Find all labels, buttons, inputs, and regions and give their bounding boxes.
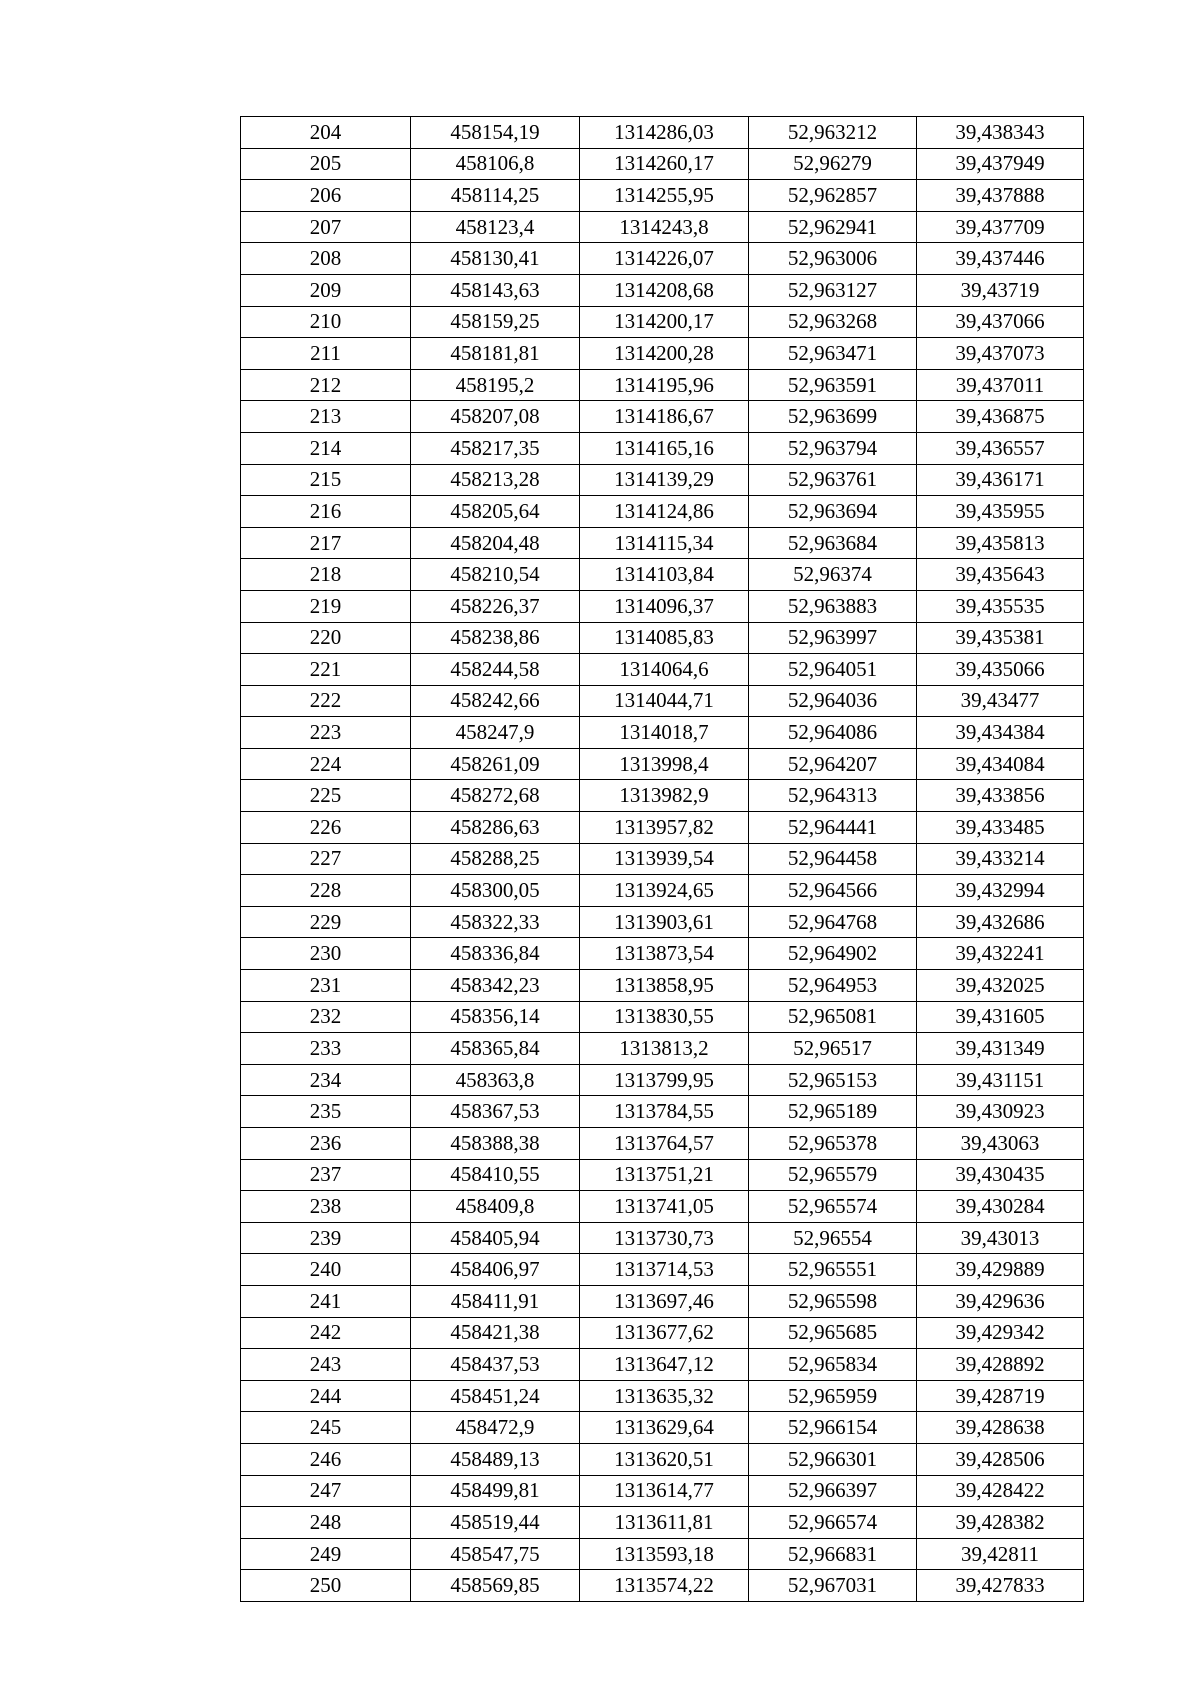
- table-row: [241, 496, 1084, 528]
- x-coordinate-cell: 458356,14: [411, 1001, 580, 1033]
- x-coordinate-cell: 458261,09: [411, 748, 580, 780]
- point-number-cell: 236: [241, 1128, 411, 1160]
- x-coordinate-cell: 458406,97: [411, 1254, 580, 1286]
- latitude-cell: 52,963268: [749, 306, 917, 338]
- latitude-cell: 52,965685: [749, 1317, 917, 1349]
- x-coordinate-cell: 458207,08: [411, 401, 580, 433]
- longitude-cell: 39,428892: [917, 1349, 1084, 1381]
- table-row: [241, 1222, 1084, 1254]
- point-number-cell: 214: [241, 432, 411, 464]
- table-row: [241, 527, 1084, 559]
- point-number-cell: 243: [241, 1349, 411, 1381]
- longitude-cell: 39,435955: [917, 496, 1084, 528]
- x-coordinate-cell: 458367,53: [411, 1096, 580, 1128]
- point-number-cell: 208: [241, 243, 411, 275]
- point-number-cell: 222: [241, 685, 411, 717]
- y-coordinate-cell: 1314200,28: [580, 338, 749, 370]
- x-coordinate-cell: 458421,38: [411, 1317, 580, 1349]
- longitude-cell: 39,427833: [917, 1570, 1084, 1602]
- y-coordinate-cell: 1313813,2: [580, 1033, 749, 1065]
- point-number-cell: 248: [241, 1507, 411, 1539]
- table-row: [241, 843, 1084, 875]
- y-coordinate-cell: 1314286,03: [580, 117, 749, 149]
- y-coordinate-cell: 1314226,07: [580, 243, 749, 275]
- point-number-cell: 231: [241, 970, 411, 1002]
- x-coordinate-cell: 458342,23: [411, 970, 580, 1002]
- y-coordinate-cell: 1314085,83: [580, 622, 749, 654]
- longitude-cell: 39,428719: [917, 1380, 1084, 1412]
- longitude-cell: 39,431605: [917, 1001, 1084, 1033]
- table-row: [241, 306, 1084, 338]
- point-number-cell: 219: [241, 590, 411, 622]
- latitude-cell: 52,964566: [749, 875, 917, 907]
- longitude-cell: 39,430923: [917, 1096, 1084, 1128]
- x-coordinate-cell: 458409,8: [411, 1191, 580, 1223]
- latitude-cell: 52,965598: [749, 1285, 917, 1317]
- y-coordinate-cell: 1313635,32: [580, 1380, 749, 1412]
- y-coordinate-cell: 1313629,64: [580, 1412, 749, 1444]
- y-coordinate-cell: 1313903,61: [580, 906, 749, 938]
- point-number-cell: 227: [241, 843, 411, 875]
- y-coordinate-cell: 1313714,53: [580, 1254, 749, 1286]
- point-number-cell: 226: [241, 812, 411, 844]
- y-coordinate-cell: 1314044,71: [580, 685, 749, 717]
- latitude-cell: 52,964086: [749, 717, 917, 749]
- latitude-cell: 52,963006: [749, 243, 917, 275]
- y-coordinate-cell: 1313611,81: [580, 1507, 749, 1539]
- table-row: [241, 1159, 1084, 1191]
- y-coordinate-cell: 1313593,18: [580, 1538, 749, 1570]
- x-coordinate-cell: 458286,63: [411, 812, 580, 844]
- table-row: [241, 1443, 1084, 1475]
- latitude-cell: 52,962941: [749, 211, 917, 243]
- point-number-cell: 230: [241, 938, 411, 970]
- latitude-cell: 52,963694: [749, 496, 917, 528]
- table-row: [241, 148, 1084, 180]
- x-coordinate-cell: 458114,25: [411, 180, 580, 212]
- table-row: [241, 369, 1084, 401]
- point-number-cell: 209: [241, 274, 411, 306]
- longitude-cell: 39,428506: [917, 1443, 1084, 1475]
- x-coordinate-cell: 458242,66: [411, 685, 580, 717]
- x-coordinate-cell: 458130,41: [411, 243, 580, 275]
- latitude-cell: 52,967031: [749, 1570, 917, 1602]
- table-row: [241, 654, 1084, 686]
- table-row: [241, 117, 1084, 149]
- y-coordinate-cell: 1313924,65: [580, 875, 749, 907]
- latitude-cell: 52,966574: [749, 1507, 917, 1539]
- table-row: [241, 243, 1084, 275]
- longitude-cell: 39,43477: [917, 685, 1084, 717]
- y-coordinate-cell: 1313998,4: [580, 748, 749, 780]
- y-coordinate-cell: 1313830,55: [580, 1001, 749, 1033]
- latitude-cell: 52,964036: [749, 685, 917, 717]
- point-number-cell: 234: [241, 1064, 411, 1096]
- point-number-cell: 223: [241, 717, 411, 749]
- table-row: [241, 748, 1084, 780]
- table-row: [241, 1380, 1084, 1412]
- table-row: [241, 906, 1084, 938]
- y-coordinate-cell: 1314208,68: [580, 274, 749, 306]
- table-row: [241, 875, 1084, 907]
- latitude-cell: 52,965579: [749, 1159, 917, 1191]
- latitude-cell: 52,965189: [749, 1096, 917, 1128]
- longitude-cell: 39,435066: [917, 654, 1084, 686]
- latitude-cell: 52,966397: [749, 1475, 917, 1507]
- x-coordinate-cell: 458410,55: [411, 1159, 580, 1191]
- x-coordinate-cell: 458204,48: [411, 527, 580, 559]
- x-coordinate-cell: 458547,75: [411, 1538, 580, 1570]
- point-number-cell: 218: [241, 559, 411, 591]
- table-row: [241, 338, 1084, 370]
- table-row: [241, 1001, 1084, 1033]
- latitude-cell: 52,965153: [749, 1064, 917, 1096]
- x-coordinate-cell: 458489,13: [411, 1443, 580, 1475]
- longitude-cell: 39,433485: [917, 812, 1084, 844]
- longitude-cell: 39,437888: [917, 180, 1084, 212]
- x-coordinate-cell: 458123,4: [411, 211, 580, 243]
- x-coordinate-cell: 458244,58: [411, 654, 580, 686]
- longitude-cell: 39,428422: [917, 1475, 1084, 1507]
- longitude-cell: 39,435381: [917, 622, 1084, 654]
- x-coordinate-cell: 458159,25: [411, 306, 580, 338]
- table-row: [241, 970, 1084, 1002]
- point-number-cell: 229: [241, 906, 411, 938]
- point-number-cell: 249: [241, 1538, 411, 1570]
- table-row: [241, 1507, 1084, 1539]
- longitude-cell: 39,43719: [917, 274, 1084, 306]
- point-number-cell: 235: [241, 1096, 411, 1128]
- x-coordinate-cell: 458363,8: [411, 1064, 580, 1096]
- longitude-cell: 39,436171: [917, 464, 1084, 496]
- longitude-cell: 39,434384: [917, 717, 1084, 749]
- longitude-cell: 39,435535: [917, 590, 1084, 622]
- latitude-cell: 52,963591: [749, 369, 917, 401]
- table-row: [241, 464, 1084, 496]
- longitude-cell: 39,432025: [917, 970, 1084, 1002]
- x-coordinate-cell: 458472,9: [411, 1412, 580, 1444]
- latitude-cell: 52,964441: [749, 812, 917, 844]
- table-row: [241, 1033, 1084, 1065]
- latitude-cell: 52,963699: [749, 401, 917, 433]
- longitude-cell: 39,429342: [917, 1317, 1084, 1349]
- latitude-cell: 52,96554: [749, 1222, 917, 1254]
- latitude-cell: 52,966301: [749, 1443, 917, 1475]
- x-coordinate-cell: 458569,85: [411, 1570, 580, 1602]
- longitude-cell: 39,437011: [917, 369, 1084, 401]
- longitude-cell: 39,433856: [917, 780, 1084, 812]
- point-number-cell: 220: [241, 622, 411, 654]
- table-row: [241, 717, 1084, 749]
- latitude-cell: 52,964051: [749, 654, 917, 686]
- longitude-cell: 39,434084: [917, 748, 1084, 780]
- point-number-cell: 216: [241, 496, 411, 528]
- table-row: [241, 1191, 1084, 1223]
- longitude-cell: 39,437066: [917, 306, 1084, 338]
- table-row: [241, 559, 1084, 591]
- y-coordinate-cell: 1313982,9: [580, 780, 749, 812]
- longitude-cell: 39,436875: [917, 401, 1084, 433]
- y-coordinate-cell: 1313614,77: [580, 1475, 749, 1507]
- latitude-cell: 52,964207: [749, 748, 917, 780]
- table-row: [241, 1064, 1084, 1096]
- x-coordinate-cell: 458210,54: [411, 559, 580, 591]
- table-row: [241, 622, 1084, 654]
- latitude-cell: 52,963212: [749, 117, 917, 149]
- x-coordinate-cell: 458143,63: [411, 274, 580, 306]
- y-coordinate-cell: 1313677,62: [580, 1317, 749, 1349]
- y-coordinate-cell: 1313741,05: [580, 1191, 749, 1223]
- latitude-cell: 52,96374: [749, 559, 917, 591]
- latitude-cell: 52,966154: [749, 1412, 917, 1444]
- latitude-cell: 52,964458: [749, 843, 917, 875]
- point-number-cell: 242: [241, 1317, 411, 1349]
- latitude-cell: 52,965081: [749, 1001, 917, 1033]
- table-row: [241, 1475, 1084, 1507]
- latitude-cell: 52,962857: [749, 180, 917, 212]
- x-coordinate-cell: 458213,28: [411, 464, 580, 496]
- x-coordinate-cell: 458154,19: [411, 117, 580, 149]
- x-coordinate-cell: 458195,2: [411, 369, 580, 401]
- point-number-cell: 250: [241, 1570, 411, 1602]
- latitude-cell: 52,965551: [749, 1254, 917, 1286]
- longitude-cell: 39,428638: [917, 1412, 1084, 1444]
- point-number-cell: 205: [241, 148, 411, 180]
- y-coordinate-cell: 1313957,82: [580, 812, 749, 844]
- x-coordinate-cell: 458226,37: [411, 590, 580, 622]
- latitude-cell: 52,964902: [749, 938, 917, 970]
- x-coordinate-cell: 458388,38: [411, 1128, 580, 1160]
- y-coordinate-cell: 1314243,8: [580, 211, 749, 243]
- latitude-cell: 52,964313: [749, 780, 917, 812]
- x-coordinate-cell: 458205,64: [411, 496, 580, 528]
- y-coordinate-cell: 1314260,17: [580, 148, 749, 180]
- x-coordinate-cell: 458300,05: [411, 875, 580, 907]
- longitude-cell: 39,431349: [917, 1033, 1084, 1065]
- y-coordinate-cell: 1313799,95: [580, 1064, 749, 1096]
- point-number-cell: 246: [241, 1443, 411, 1475]
- latitude-cell: 52,963761: [749, 464, 917, 496]
- table-row: [241, 1285, 1084, 1317]
- y-coordinate-cell: 1314103,84: [580, 559, 749, 591]
- y-coordinate-cell: 1314195,96: [580, 369, 749, 401]
- y-coordinate-cell: 1313647,12: [580, 1349, 749, 1381]
- point-number-cell: 225: [241, 780, 411, 812]
- longitude-cell: 39,431151: [917, 1064, 1084, 1096]
- longitude-cell: 39,42811: [917, 1538, 1084, 1570]
- longitude-cell: 39,43013: [917, 1222, 1084, 1254]
- longitude-cell: 39,428382: [917, 1507, 1084, 1539]
- table-row: [241, 812, 1084, 844]
- point-number-cell: 244: [241, 1380, 411, 1412]
- x-coordinate-cell: 458247,9: [411, 717, 580, 749]
- x-coordinate-cell: 458272,68: [411, 780, 580, 812]
- point-number-cell: 239: [241, 1222, 411, 1254]
- x-coordinate-cell: 458217,35: [411, 432, 580, 464]
- latitude-cell: 52,96279: [749, 148, 917, 180]
- table-row: [241, 274, 1084, 306]
- longitude-cell: 39,437073: [917, 338, 1084, 370]
- longitude-cell: 39,435813: [917, 527, 1084, 559]
- x-coordinate-cell: 458411,91: [411, 1285, 580, 1317]
- table-row: [241, 401, 1084, 433]
- point-number-cell: 210: [241, 306, 411, 338]
- y-coordinate-cell: 1314064,6: [580, 654, 749, 686]
- table-row: [241, 1096, 1084, 1128]
- longitude-cell: 39,432994: [917, 875, 1084, 907]
- point-number-cell: 207: [241, 211, 411, 243]
- point-number-cell: 204: [241, 117, 411, 149]
- point-number-cell: 247: [241, 1475, 411, 1507]
- table-row: [241, 780, 1084, 812]
- y-coordinate-cell: 1313873,54: [580, 938, 749, 970]
- x-coordinate-cell: 458499,81: [411, 1475, 580, 1507]
- point-number-cell: 215: [241, 464, 411, 496]
- x-coordinate-cell: 458451,24: [411, 1380, 580, 1412]
- y-coordinate-cell: 1314165,16: [580, 432, 749, 464]
- point-number-cell: 232: [241, 1001, 411, 1033]
- latitude-cell: 52,963883: [749, 590, 917, 622]
- y-coordinate-cell: 1314255,95: [580, 180, 749, 212]
- y-coordinate-cell: 1313764,57: [580, 1128, 749, 1160]
- point-number-cell: 233: [241, 1033, 411, 1065]
- point-number-cell: 240: [241, 1254, 411, 1286]
- longitude-cell: 39,43063: [917, 1128, 1084, 1160]
- latitude-cell: 52,964953: [749, 970, 917, 1002]
- y-coordinate-cell: 1314139,29: [580, 464, 749, 496]
- point-number-cell: 213: [241, 401, 411, 433]
- x-coordinate-cell: 458519,44: [411, 1507, 580, 1539]
- table-row: [241, 211, 1084, 243]
- table-row: [241, 1254, 1084, 1286]
- latitude-cell: 52,963794: [749, 432, 917, 464]
- table-row: [241, 1412, 1084, 1444]
- x-coordinate-cell: 458322,33: [411, 906, 580, 938]
- longitude-cell: 39,432686: [917, 906, 1084, 938]
- longitude-cell: 39,430284: [917, 1191, 1084, 1223]
- y-coordinate-cell: 1313751,21: [580, 1159, 749, 1191]
- y-coordinate-cell: 1313939,54: [580, 843, 749, 875]
- x-coordinate-cell: 458238,86: [411, 622, 580, 654]
- x-coordinate-cell: 458106,8: [411, 148, 580, 180]
- longitude-cell: 39,437709: [917, 211, 1084, 243]
- y-coordinate-cell: 1313858,95: [580, 970, 749, 1002]
- y-coordinate-cell: 1314018,7: [580, 717, 749, 749]
- table-row: [241, 432, 1084, 464]
- point-number-cell: 237: [241, 1159, 411, 1191]
- point-number-cell: 238: [241, 1191, 411, 1223]
- longitude-cell: 39,435643: [917, 559, 1084, 591]
- latitude-cell: 52,963127: [749, 274, 917, 306]
- y-coordinate-cell: 1313697,46: [580, 1285, 749, 1317]
- latitude-cell: 52,965834: [749, 1349, 917, 1381]
- x-coordinate-cell: 458405,94: [411, 1222, 580, 1254]
- longitude-cell: 39,429889: [917, 1254, 1084, 1286]
- table-row: [241, 590, 1084, 622]
- point-number-cell: 211: [241, 338, 411, 370]
- y-coordinate-cell: 1314124,86: [580, 496, 749, 528]
- table-row: [241, 1128, 1084, 1160]
- latitude-cell: 52,963471: [749, 338, 917, 370]
- y-coordinate-cell: 1313620,51: [580, 1443, 749, 1475]
- table-row: [241, 938, 1084, 970]
- longitude-cell: 39,436557: [917, 432, 1084, 464]
- y-coordinate-cell: 1314186,67: [580, 401, 749, 433]
- latitude-cell: 52,963684: [749, 527, 917, 559]
- point-number-cell: 228: [241, 875, 411, 907]
- x-coordinate-cell: 458365,84: [411, 1033, 580, 1065]
- latitude-cell: 52,965574: [749, 1191, 917, 1223]
- table-row: [241, 1317, 1084, 1349]
- table-row: [241, 1538, 1084, 1570]
- point-number-cell: 217: [241, 527, 411, 559]
- table-row: [241, 180, 1084, 212]
- point-number-cell: 241: [241, 1285, 411, 1317]
- y-coordinate-cell: 1313730,73: [580, 1222, 749, 1254]
- point-number-cell: 206: [241, 180, 411, 212]
- table-row: [241, 1349, 1084, 1381]
- longitude-cell: 39,437446: [917, 243, 1084, 275]
- point-number-cell: 221: [241, 654, 411, 686]
- y-coordinate-cell: 1313784,55: [580, 1096, 749, 1128]
- table-row: [241, 685, 1084, 717]
- x-coordinate-cell: 458288,25: [411, 843, 580, 875]
- coordinates-table: [240, 116, 1084, 1602]
- coordinates-table-body: [241, 117, 1084, 1602]
- latitude-cell: 52,966831: [749, 1538, 917, 1570]
- longitude-cell: 39,432241: [917, 938, 1084, 970]
- longitude-cell: 39,437949: [917, 148, 1084, 180]
- x-coordinate-cell: 458437,53: [411, 1349, 580, 1381]
- point-number-cell: 245: [241, 1412, 411, 1444]
- point-number-cell: 224: [241, 748, 411, 780]
- y-coordinate-cell: 1314115,34: [580, 527, 749, 559]
- longitude-cell: 39,438343: [917, 117, 1084, 149]
- y-coordinate-cell: 1314200,17: [580, 306, 749, 338]
- latitude-cell: 52,965378: [749, 1128, 917, 1160]
- point-number-cell: 212: [241, 369, 411, 401]
- latitude-cell: 52,964768: [749, 906, 917, 938]
- latitude-cell: 52,965959: [749, 1380, 917, 1412]
- y-coordinate-cell: 1314096,37: [580, 590, 749, 622]
- y-coordinate-cell: 1313574,22: [580, 1570, 749, 1602]
- longitude-cell: 39,429636: [917, 1285, 1084, 1317]
- longitude-cell: 39,430435: [917, 1159, 1084, 1191]
- table-row: [241, 1570, 1084, 1602]
- x-coordinate-cell: 458336,84: [411, 938, 580, 970]
- x-coordinate-cell: 458181,81: [411, 338, 580, 370]
- longitude-cell: 39,433214: [917, 843, 1084, 875]
- latitude-cell: 52,96517: [749, 1033, 917, 1065]
- latitude-cell: 52,963997: [749, 622, 917, 654]
